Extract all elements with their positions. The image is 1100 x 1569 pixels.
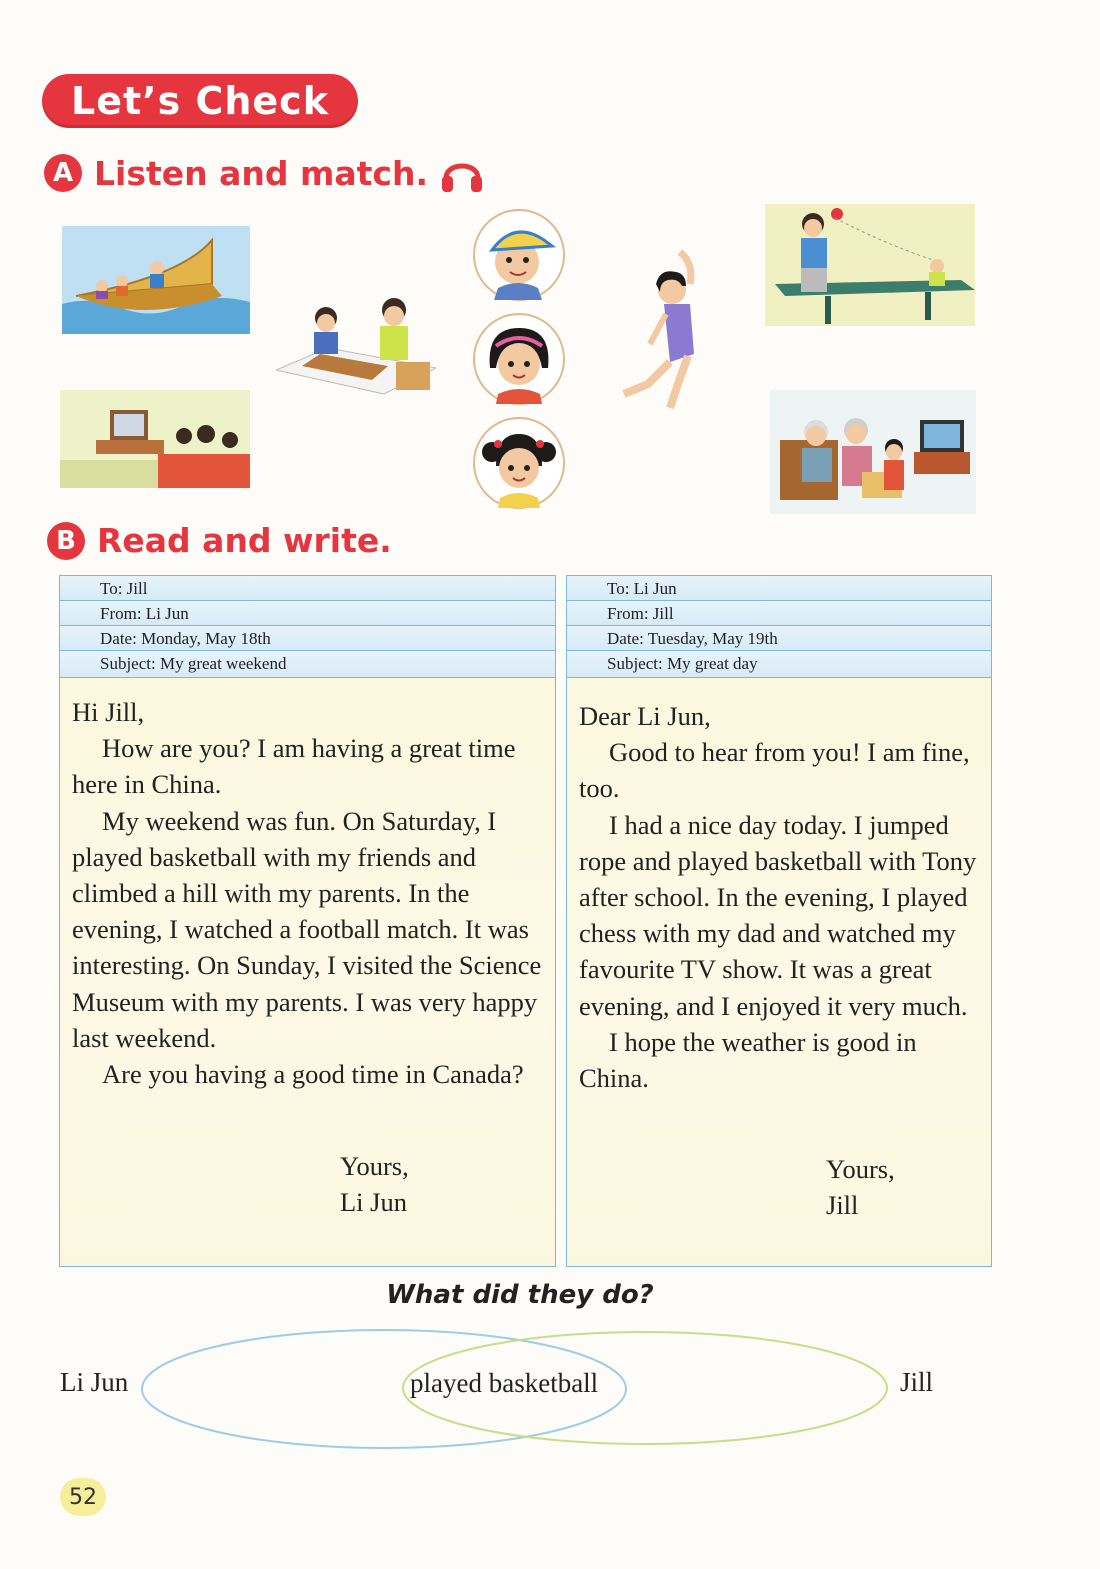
letter-paragraph: I had a nice day today. I jumped rope and played basketball with Tony after school. In the evening, I played chess with my dad and watched my favourite TV show. It was a great evening, and I enjoyed it very much. [579, 809, 977, 1021]
letter-date: Date: Tuesday, May 19th [567, 626, 991, 651]
letter-greeting: Dear Li Jun, [579, 701, 711, 731]
lets-check-banner [42, 74, 358, 128]
letter-body [60, 678, 555, 1092]
section-b-title: Read and write. [97, 521, 392, 560]
page-number: 52 [60, 1478, 106, 1516]
letter-to: To: Li Jun [567, 576, 991, 601]
venn-left-label: Li Jun [60, 1367, 129, 1397]
letter-to: To: Jill [60, 576, 555, 601]
letter-subject: Subject: My great weekend [60, 651, 555, 678]
letter-closing: Yours, [826, 1154, 895, 1184]
section-a-title: Listen and match. [94, 153, 429, 193]
venn-right-label: Jill [900, 1367, 934, 1397]
banner-title: Let’s Check [71, 79, 329, 123]
section-b-heading [47, 521, 392, 560]
letter-closing: Yours, [340, 1151, 409, 1181]
letter-paragraph: How are you? I am having a great time here in China. [72, 733, 516, 800]
watching-tv-picture [60, 390, 250, 488]
playing-chess-picture [276, 296, 436, 396]
letter-paragraph: Are you having a good time in Canada? [102, 1059, 524, 1090]
girl-pigtails-face [472, 416, 566, 510]
letter-date: Date: Monday, May 18th [60, 626, 555, 651]
venn-shared-answer: played basketball [410, 1368, 599, 1398]
letter-paragraph: My weekend was fun. On Saturday, I played basketball with my friends and climbed a hill with my parents. In the evening, I watched a football match. It was interesting. On Sunday, I visited the Science Museum with my parents. I was very happy last weekend. [72, 805, 542, 1053]
section-a-heading [44, 152, 484, 194]
letter-body [567, 678, 991, 1096]
headphones-icon[interactable] [440, 152, 484, 194]
girl-headband-face [472, 312, 566, 406]
letter-subject: Subject: My great day [567, 651, 991, 678]
letter-signature: Li Jun [340, 1187, 407, 1217]
letter-paragraph: I hope the weather is good in China. [579, 1026, 917, 1094]
letter-jill [566, 575, 992, 1267]
letter-li-jun [59, 575, 556, 1267]
letter-paragraph: Good to hear from you! I am fine, too. [579, 737, 970, 804]
letter-signature: Jill [826, 1190, 859, 1220]
boat-rowing-picture [62, 226, 250, 334]
letter-from: From: Li Jun [60, 601, 555, 626]
letter-from: From: Jill [567, 601, 991, 626]
letter-greeting: Hi Jill, [72, 697, 145, 727]
section-a-badge: A [44, 154, 82, 192]
table-tennis-picture [765, 204, 975, 326]
family-visit-picture [770, 390, 976, 514]
venn-question: What did they do? [386, 1280, 654, 1310]
girl-dancing-picture [620, 244, 714, 412]
section-b-badge: B [47, 522, 85, 560]
boy-cap-face [472, 208, 566, 302]
